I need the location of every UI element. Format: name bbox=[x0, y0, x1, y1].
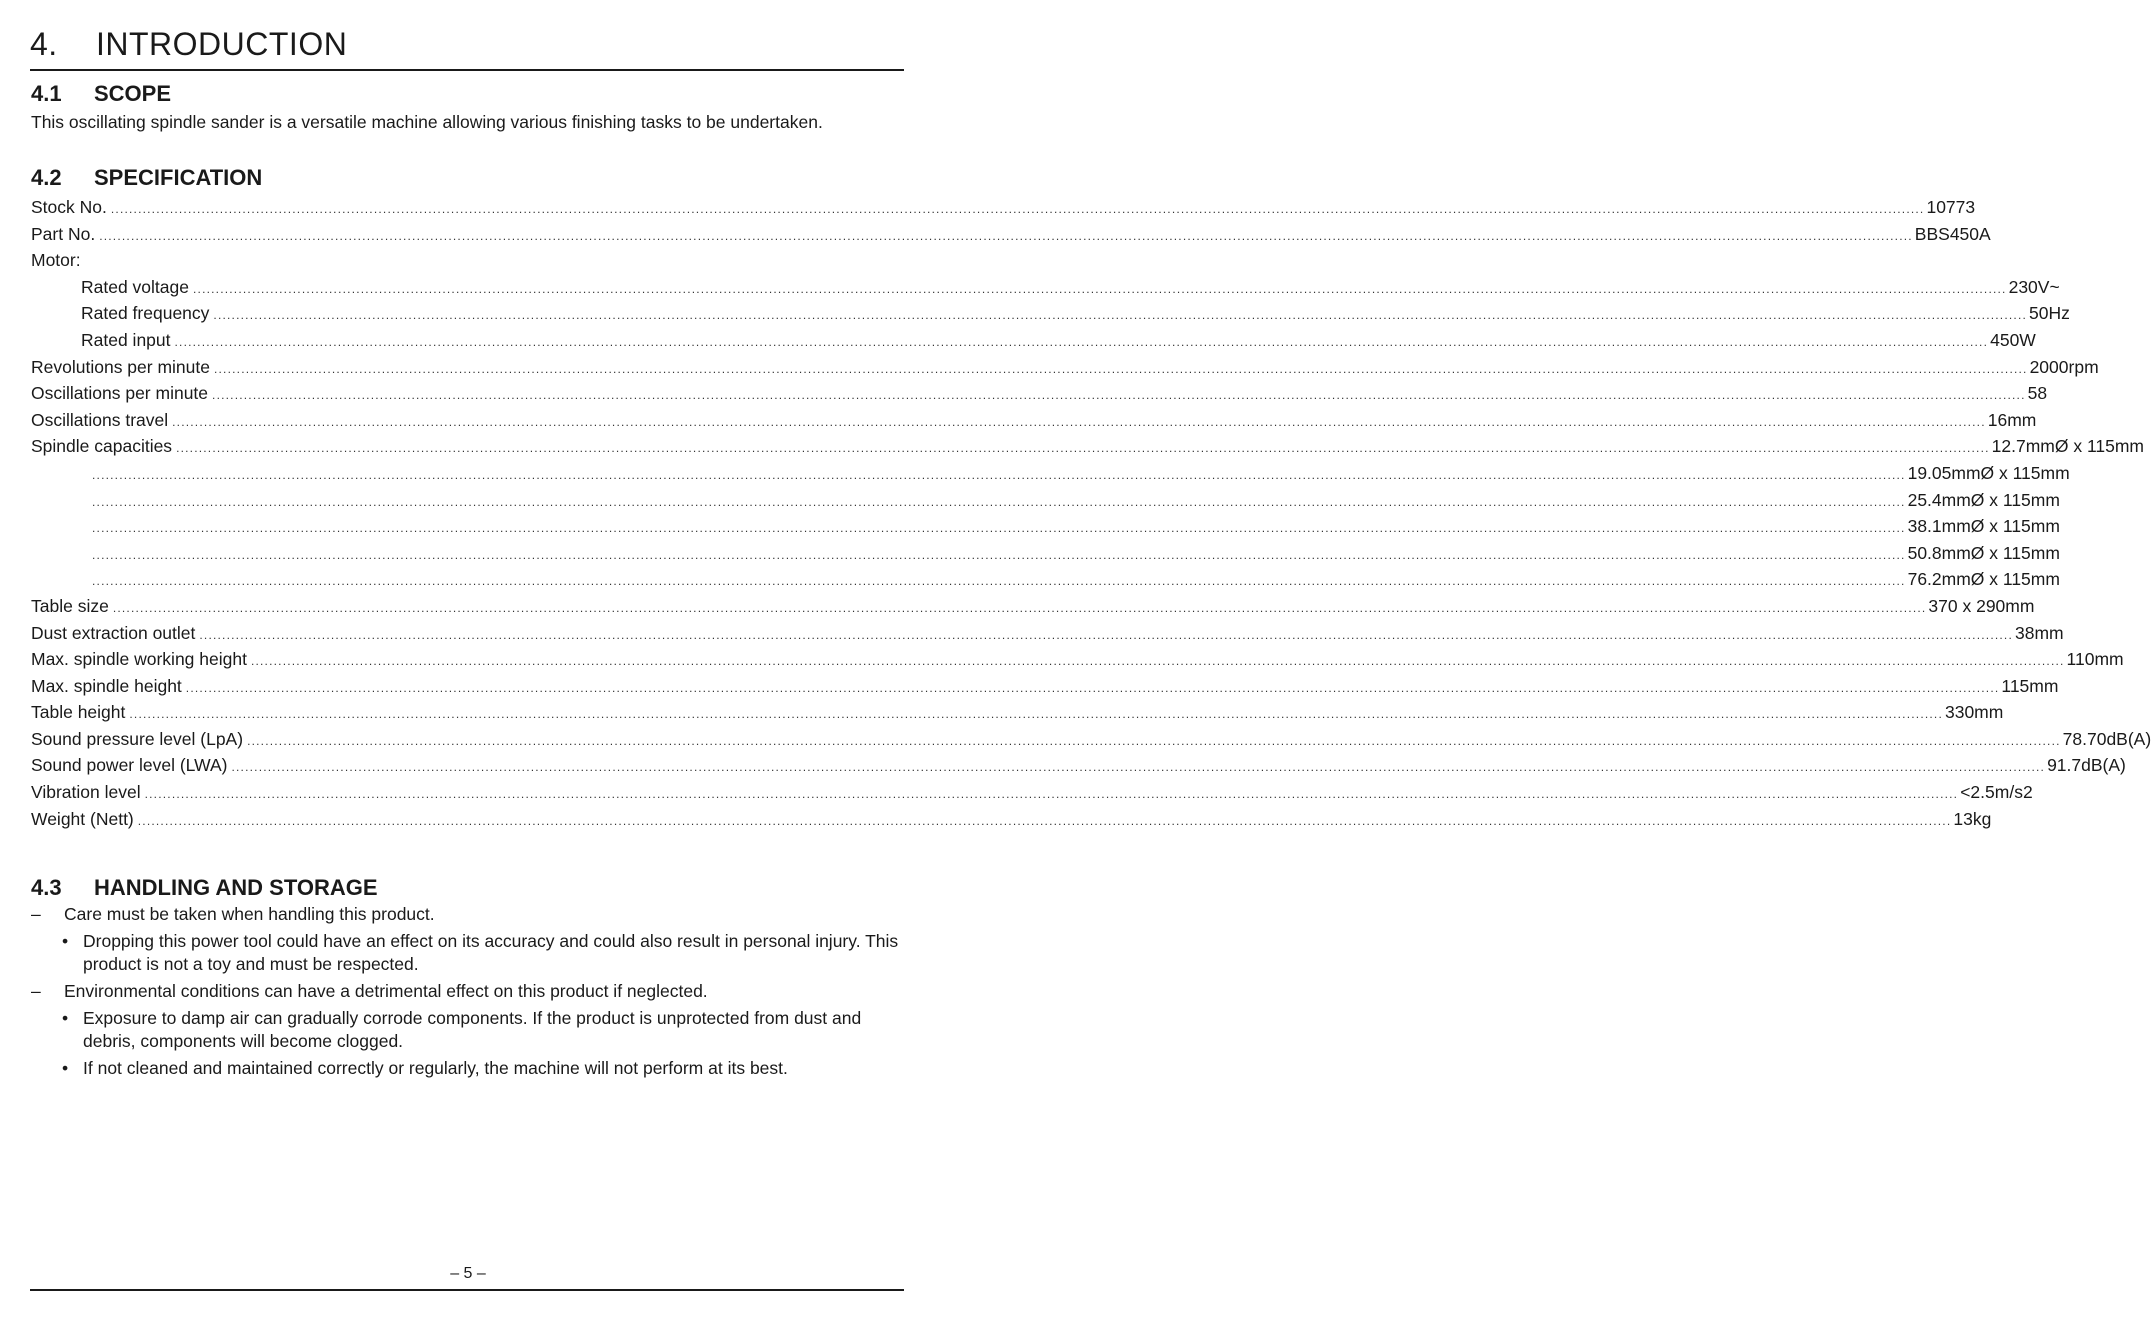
footer-divider bbox=[30, 1289, 904, 1291]
spec-value: 330mm bbox=[1944, 702, 2004, 723]
spec-value: BBS450A bbox=[1914, 223, 1991, 244]
list-item-text: Dropping this power tool could have an effect on its accuracy and could also result in personal injury. This product is not a toy and must be respected. bbox=[83, 931, 899, 974]
dot-leader: ................................................................................................................................................................................................................................................................................................................................................................................................................ bbox=[193, 281, 2007, 296]
spec-value: 50.8mmØ x 115mm bbox=[1907, 542, 2060, 563]
bullet-list-item bbox=[31, 1057, 903, 1080]
spec-label: Oscillations travel bbox=[31, 409, 169, 430]
section-number: 4.2 bbox=[31, 165, 62, 190]
page-title bbox=[30, 24, 904, 64]
spec-value: 76.2mmØ x 115mm bbox=[1907, 569, 2060, 590]
dot-leader: ................................................................................................................................................................................................................................................................................................................................................................................................................ bbox=[144, 787, 1959, 802]
spec-value: 12.7mmØ x 115mm bbox=[1991, 436, 2145, 457]
specification-list bbox=[31, 194, 2151, 832]
spec-value: 50Hz bbox=[2029, 303, 2070, 324]
spec-value: 38mm bbox=[2014, 622, 2064, 643]
dot-leader: ................................................................................................................................................................................................................................................................................................................................................................................................................ bbox=[92, 521, 1906, 536]
dot-leader: ................................................................................................................................................................................................................................................................................................................................................................................................................ bbox=[92, 494, 1906, 509]
spec-row bbox=[31, 593, 2035, 620]
dot-leader: ................................................................................................................................................................................................................................................................................................................................................................................................................ bbox=[129, 707, 1943, 722]
section-title: SPECIFICATION bbox=[94, 165, 263, 190]
dot-leader: ................................................................................................................................................................................................................................................................................................................................................................................................................ bbox=[172, 414, 1986, 429]
spec-row bbox=[31, 699, 2004, 726]
spec-row bbox=[31, 247, 903, 274]
spec-row bbox=[31, 487, 2060, 514]
section-title: HANDLING AND STORAGE bbox=[94, 875, 378, 900]
spec-row bbox=[31, 513, 2060, 540]
title-divider bbox=[30, 69, 904, 71]
spec-row bbox=[31, 646, 2124, 673]
bullet-list-item bbox=[31, 1007, 903, 1053]
section-number: 4.1 bbox=[31, 81, 62, 106]
chapter-number: 4. bbox=[30, 26, 58, 62]
dot-leader: ................................................................................................................................................................................................................................................................................................................................................................................................................ bbox=[213, 361, 2028, 376]
dot-leader: ................................................................................................................................................................................................................................................................................................................................................................................................................ bbox=[250, 654, 2065, 669]
spec-label: Table size bbox=[31, 595, 109, 616]
list-item-text: If not cleaned and maintained correctly or regularly, the machine will not perform at its best. bbox=[83, 1058, 788, 1078]
spec-row bbox=[31, 327, 2036, 354]
spec-row bbox=[31, 300, 2070, 327]
dot-leader: ................................................................................................................................................................................................................................................................................................................................................................................................................ bbox=[213, 308, 2028, 323]
list-item-text: Exposure to damp air can gradually corrode components. If the product is unprotected from dust and debris, components will become clogged. bbox=[83, 1008, 862, 1051]
spec-row bbox=[31, 194, 1976, 221]
spec-row bbox=[31, 407, 2037, 434]
page-number: – 5 – bbox=[450, 1265, 486, 1282]
section-number: 4.3 bbox=[31, 875, 62, 900]
dot-leader: ................................................................................................................................................................................................................................................................................................................................................................................................................ bbox=[92, 574, 1906, 589]
dot-leader: ................................................................................................................................................................................................................................................................................................................................................................................................................ bbox=[199, 627, 2013, 642]
list-item-text: Environmental conditions can have a detrimental effect on this product if neglected. bbox=[64, 981, 708, 1001]
spec-value: 370 x 290mm bbox=[1928, 595, 2035, 616]
spec-row bbox=[31, 460, 2070, 487]
spec-row bbox=[31, 726, 2151, 753]
spec-label: Max. spindle height bbox=[31, 675, 182, 696]
spec-label: Sound pressure level (LpA) bbox=[31, 728, 244, 749]
dot-leader: ................................................................................................................................................................................................................................................................................................................................................................................................................ bbox=[212, 388, 2026, 403]
spec-label: Rated frequency bbox=[81, 303, 210, 324]
chapter-title: INTRODUCTION bbox=[96, 26, 348, 62]
spec-label: Dust extraction outlet bbox=[31, 622, 196, 643]
bullet-list-item bbox=[31, 930, 903, 976]
spec-label: Sound power level (LWA) bbox=[31, 755, 228, 776]
dot-leader: ................................................................................................................................................................................................................................................................................................................................................................................................................ bbox=[99, 228, 1913, 243]
spec-value: 10773 bbox=[1926, 197, 1976, 217]
spec-value: <2.5m/s2 bbox=[1960, 782, 2033, 803]
spec-value: 2000rpm bbox=[2029, 356, 2099, 377]
spec-label: Rated input bbox=[81, 329, 171, 350]
scope-paragraph: This oscillating spindle sander is a versatile machine allowing various finishing tasks to be undertaken. bbox=[31, 112, 823, 132]
spec-label: Stock No. bbox=[31, 197, 107, 217]
spec-label: Oscillations per minute bbox=[31, 383, 209, 404]
spec-value: 78.70dB(A) bbox=[2062, 728, 2151, 749]
dot-leader: ................................................................................................................................................................................................................................................................................................................................................................................................................ bbox=[137, 813, 1952, 828]
spec-row bbox=[31, 806, 1992, 833]
spec-value: 13kg bbox=[1953, 808, 1992, 829]
spec-value: 58 bbox=[2027, 383, 2048, 404]
spec-value: 38.1mmØ x 115mm bbox=[1907, 516, 2060, 537]
spec-row bbox=[31, 752, 2126, 779]
spec-label: Weight (Nett) bbox=[31, 808, 134, 829]
spec-value: 115mm bbox=[2001, 675, 2059, 696]
spec-value: 16mm bbox=[1987, 409, 2037, 430]
bullet-marker: • bbox=[62, 1008, 69, 1028]
dot-leader: ................................................................................................................................................................................................................................................................................................................................................................................................................ bbox=[185, 680, 2000, 695]
dash-marker: – bbox=[31, 904, 41, 924]
bullet-marker: • bbox=[62, 931, 69, 951]
dot-leader: ................................................................................................................................................................................................................................................................................................................................................................................................................ bbox=[176, 441, 1990, 456]
bullet-marker: • bbox=[62, 1058, 69, 1078]
spec-value: 450W bbox=[1990, 329, 2036, 350]
spec-label: Part No. bbox=[31, 223, 96, 244]
spec-row bbox=[31, 673, 2059, 700]
spec-row bbox=[31, 540, 2060, 567]
list-item-text: Care must be taken when handling this product. bbox=[64, 904, 435, 924]
spec-label: Max. spindle working height bbox=[31, 649, 247, 670]
section-heading-scope bbox=[31, 80, 905, 108]
spec-value: 110mm bbox=[2066, 649, 2124, 670]
dot-leader: ................................................................................................................................................................................................................................................................................................................................................................................................................ bbox=[112, 600, 1927, 615]
dot-leader: ................................................................................................................................................................................................................................................................................................................................................................................................................ bbox=[247, 733, 2061, 748]
spec-label: Rated voltage bbox=[81, 276, 189, 297]
dot-leader: ................................................................................................................................................................................................................................................................................................................................................................................................................ bbox=[174, 334, 1989, 349]
spec-label: Table height bbox=[31, 702, 126, 723]
dot-leader: ................................................................................................................................................................................................................................................................................................................................................................................................................ bbox=[110, 202, 1925, 216]
spec-label: Revolutions per minute bbox=[31, 356, 210, 377]
spec-value: 25.4mmØ x 115mm bbox=[1907, 489, 2060, 510]
spec-row bbox=[31, 620, 2064, 647]
spec-row bbox=[31, 354, 2099, 381]
spec-row bbox=[31, 380, 2048, 407]
spec-value: 230V~ bbox=[2008, 276, 2060, 297]
spec-row bbox=[31, 433, 2145, 460]
section-heading-specification bbox=[31, 164, 905, 192]
handling-list bbox=[31, 903, 903, 1084]
spec-row bbox=[31, 779, 2033, 806]
spec-row bbox=[31, 566, 2060, 593]
spec-label: Spindle capacities bbox=[31, 436, 173, 457]
spec-row bbox=[31, 274, 2060, 301]
dot-leader: ................................................................................................................................................................................................................................................................................................................................................................................................................ bbox=[92, 547, 1906, 562]
section-title: SCOPE bbox=[94, 81, 172, 106]
dot-leader: ................................................................................................................................................................................................................................................................................................................................................................................................................ bbox=[92, 467, 1906, 482]
spec-value: 19.05mmØ x 115mm bbox=[1907, 462, 2070, 483]
spec-label: Motor: bbox=[31, 250, 81, 271]
section-heading-handling bbox=[31, 874, 905, 902]
spec-value: 91.7dB(A) bbox=[2047, 755, 2126, 776]
dot-leader: ................................................................................................................................................................................................................................................................................................................................................................................................................ bbox=[231, 760, 2046, 775]
dash-list-item bbox=[31, 980, 903, 1003]
dash-list-item bbox=[31, 903, 903, 926]
spec-row bbox=[31, 221, 1991, 248]
spec-label: Vibration level bbox=[31, 782, 141, 803]
dash-marker: – bbox=[31, 981, 41, 1001]
